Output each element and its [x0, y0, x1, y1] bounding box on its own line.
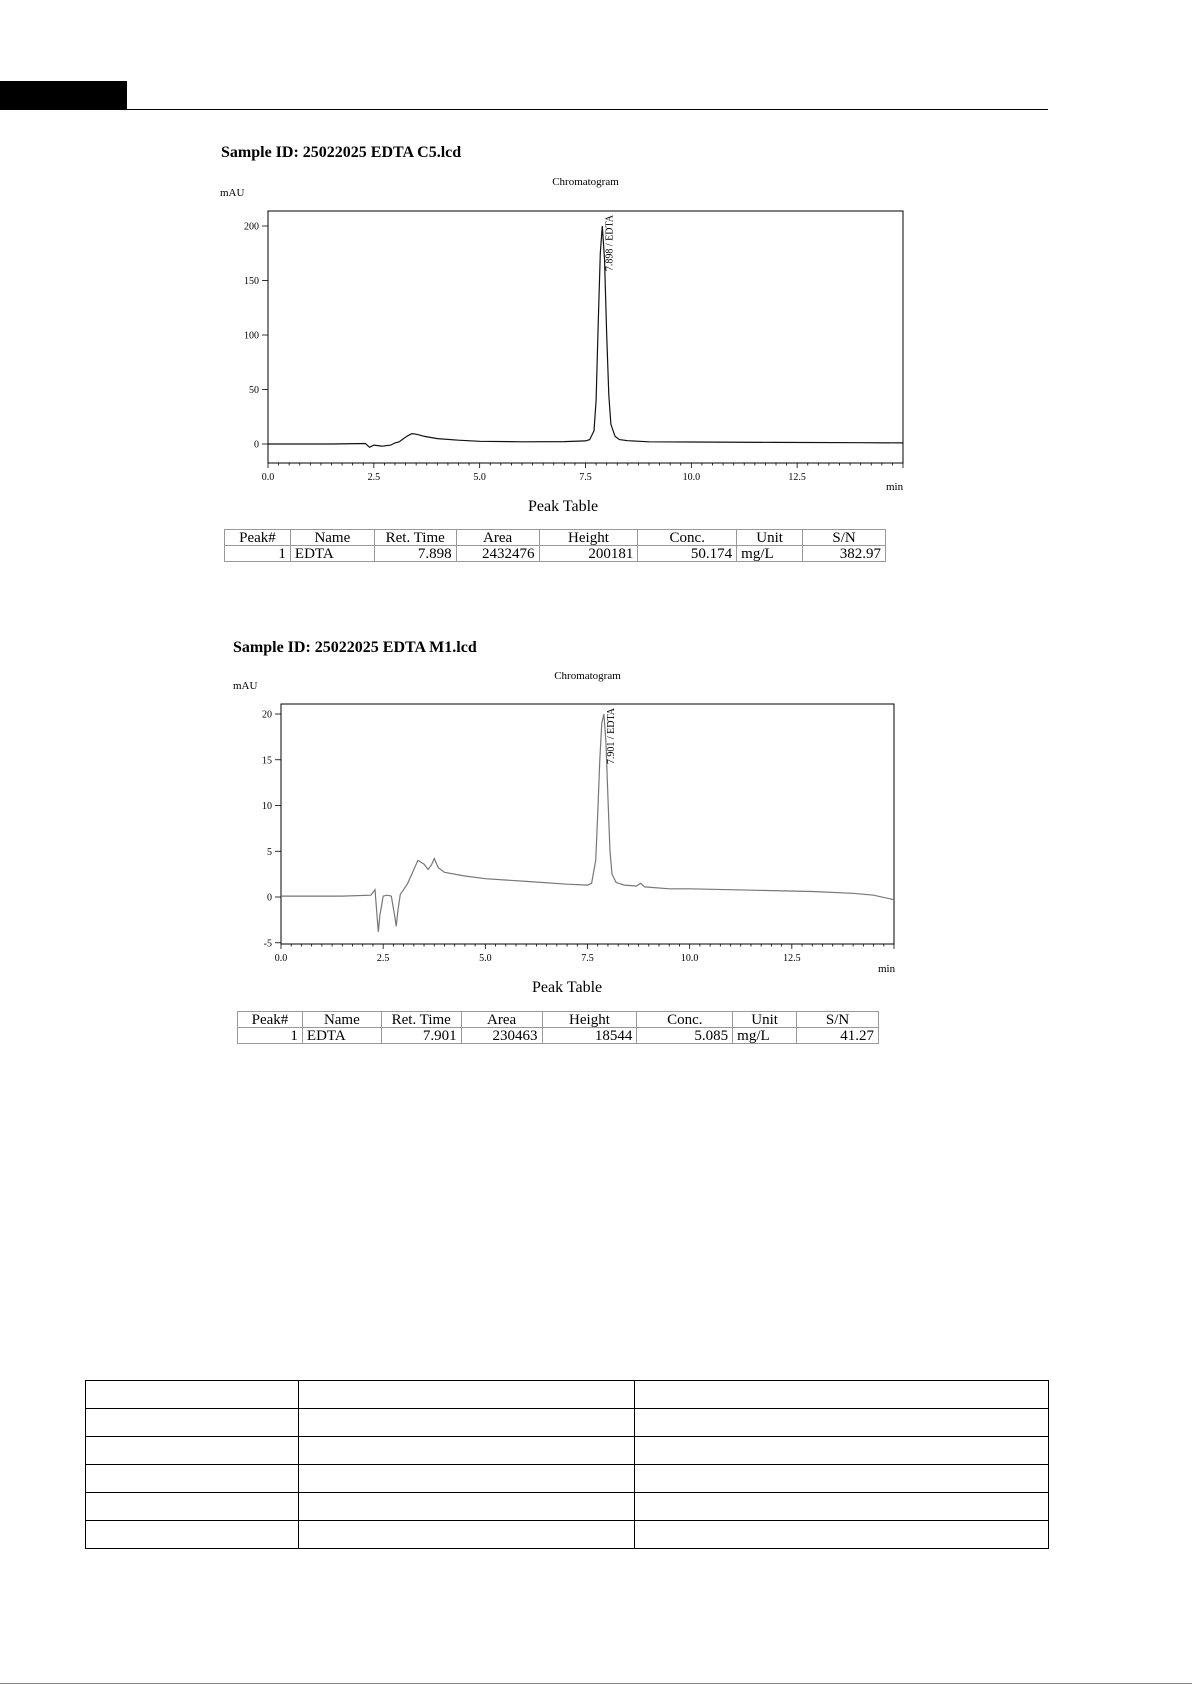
x-tick-label: 7.5 [581, 953, 594, 964]
peak-table-title-2: Peak Table [532, 979, 603, 996]
chart-title: Chromatogram [552, 176, 619, 188]
y-tick-label: 100 [244, 330, 259, 342]
sample-title-2: Sample ID: 25022025 EDTA M1.lcd [233, 639, 477, 656]
header-height: Height [542, 1012, 637, 1028]
blank-cell [635, 1409, 1049, 1437]
blank-cell [298, 1437, 635, 1465]
table-header-row [238, 1012, 879, 1028]
header-ret-time: Ret. Time [381, 1012, 461, 1028]
y-tick-label: 20 [262, 709, 272, 721]
blank-row [86, 1381, 1049, 1409]
blank-row [86, 1465, 1049, 1493]
x-tick-label: 7.5 [579, 472, 592, 483]
blank-cell [298, 1381, 635, 1409]
y-tick-label: 0 [254, 439, 259, 451]
x-tick-label: 2.5 [376, 953, 390, 964]
table-row [238, 1028, 879, 1044]
cell-sn: 382.97 [803, 546, 886, 562]
chart-title: Chromatogram [554, 670, 621, 682]
blank-row [86, 1521, 1049, 1549]
blank-cell [635, 1493, 1049, 1521]
x-tick-label: 0.0 [274, 953, 288, 964]
cell-conc: 50.174 [638, 546, 737, 562]
y-tick-label: 200 [244, 221, 259, 233]
y-tick-label: 5 [267, 846, 272, 858]
peak-table-title-1: Peak Table [528, 498, 599, 515]
cell-conc: 5.085 [637, 1028, 733, 1044]
y-tick-label: 10 [262, 801, 272, 812]
plot-frame [281, 704, 894, 944]
x-tick-label: 10.0 [680, 953, 699, 964]
blank-cell [298, 1521, 635, 1549]
x-tick-label: 0.0 [261, 472, 275, 483]
header-unit: Unit [733, 1012, 797, 1028]
footer-rule [0, 1683, 1192, 1684]
blank-row [86, 1409, 1049, 1437]
header-area: Area [461, 1012, 542, 1028]
blank-cell [635, 1381, 1049, 1409]
blank-table [85, 1380, 1049, 1549]
cell-name: EDTA [290, 546, 374, 562]
header-unit: Unit [737, 530, 803, 546]
blank-row [86, 1437, 1049, 1465]
blank-cell [635, 1437, 1049, 1465]
x-tick-label: 10.0 [682, 472, 701, 483]
cell-peak: 1 [225, 546, 291, 562]
cell-height: 200181 [539, 546, 638, 562]
x-tick-label: 12.5 [788, 472, 806, 483]
y-axis-label: mAU [220, 187, 245, 199]
peak-label: 7.898 / EDTA [604, 215, 616, 272]
blank-cell [86, 1493, 299, 1521]
header-conc: Conc. [638, 530, 737, 546]
blank-cell [86, 1521, 299, 1549]
x-axis-label: min [886, 481, 904, 493]
blank-cell [86, 1409, 299, 1437]
x-tick-label: 5.0 [473, 472, 486, 483]
blank-cell [635, 1465, 1049, 1493]
header-sn: S/N [797, 1012, 879, 1028]
blank-cell [635, 1521, 1049, 1549]
series-line [281, 714, 894, 932]
cell-ret-time: 7.898 [374, 546, 456, 562]
x-tick-label: 12.5 [783, 953, 801, 964]
cell-area: 2432476 [456, 546, 539, 562]
header-height: Height [539, 530, 638, 546]
header-sn: S/N [803, 530, 886, 546]
peak-label: 7.901 / EDTA [605, 708, 617, 765]
y-tick-label: 150 [244, 276, 259, 287]
y-tick-label: 0 [267, 892, 272, 904]
header-conc: Conc. [637, 1012, 733, 1028]
header-ret-time: Ret. Time [374, 530, 456, 546]
y-tick-label: -5 [263, 938, 272, 950]
header-name: Name [302, 1012, 381, 1028]
cell-name: EDTA [302, 1028, 381, 1044]
y-tick-label: 50 [249, 385, 259, 396]
header-peak: Peak# [225, 530, 291, 546]
x-tick-label: 5.0 [479, 953, 492, 964]
blank-cell [298, 1493, 635, 1521]
blank-cell [86, 1437, 299, 1465]
cell-ret-time: 7.901 [381, 1028, 461, 1044]
blank-cell [298, 1409, 635, 1437]
cell-peak: 1 [238, 1028, 303, 1044]
cell-unit: mg/L [737, 546, 803, 562]
cell-unit: mg/L [733, 1028, 797, 1044]
cell-area: 230463 [461, 1028, 542, 1044]
cell-height: 18544 [542, 1028, 637, 1044]
y-tick-label: 15 [262, 755, 272, 767]
blank-cell [298, 1465, 635, 1493]
cell-sn: 41.27 [797, 1028, 879, 1044]
y-axis-label: mAU [233, 680, 258, 692]
header-peak: Peak# [238, 1012, 303, 1028]
sample-title-1: Sample ID: 25022025 EDTA C5.lcd [221, 144, 462, 161]
x-axis-label: min [878, 963, 896, 975]
peak-table-2 [237, 1011, 879, 1044]
blank-cell [86, 1381, 299, 1409]
x-tick-label: 2.5 [367, 472, 381, 483]
blank-row [86, 1493, 1049, 1521]
header-name: Name [290, 530, 374, 546]
blank-cell [86, 1465, 299, 1493]
header-area: Area [456, 530, 539, 546]
